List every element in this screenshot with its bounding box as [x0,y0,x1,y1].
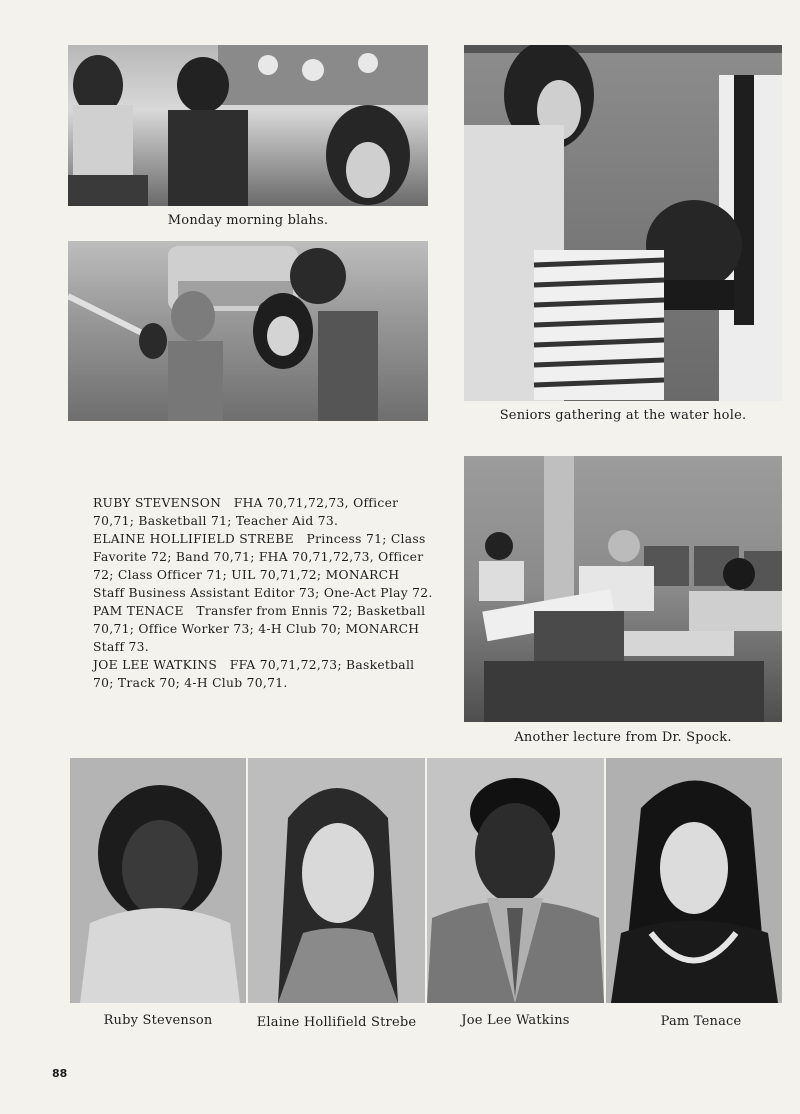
bio-name: ELAINE HOLLIFIELD STREBE [93,532,294,546]
photo-water-hole [464,45,782,401]
portrait-name: Pam Tenace [660,1014,742,1029]
bio-entry [93,602,433,656]
caption-monday-morning: Monday morning blahs. [167,213,329,228]
bio-details: FFA 70,71,72,73; Basketball 70; Track 70; 4-H Club 70,71. [93,658,415,690]
portrait-name: Joe Lee Watkins [461,1013,570,1028]
bio-name: RUBY STEVENSON [93,496,222,510]
portrait-joe-lee-watkins [427,758,604,1003]
caption-lecture: Another lecture from Dr. Spock. [514,730,732,745]
bio-entry [93,494,433,530]
page-number: 88 [52,1067,68,1080]
portrait-ruby-stevenson [70,758,246,1003]
caption-water-hole: Seniors gathering at the water hole. [499,408,747,423]
bio-details: Transfer from Ennis 72; Basketball 70,71; Office Worker 73; 4-H Club 70; MONARCH Staff 73. [93,604,426,654]
portrait-name: Elaine Hollifield Strebe [256,1015,417,1030]
senior-bios [93,494,433,692]
bio-name: JOE LEE WATKINS [93,658,218,672]
bio-details: Princess 71; Class Favorite 72; Band 70,71; FHA 70,71,72,73, Officer 72; Class Officer 71; UIL 70,71,72; MONARCH Staff Business Assistant Editor 73; One-Act Play 72. [93,532,433,600]
photo-lecture [464,456,782,722]
portrait-pam-tenace [606,758,782,1003]
photo-monday-morning [68,45,428,206]
bio-details: FHA 70,71,72,73, Officer 70,71; Basketball 71; Teacher Aid 73. [93,496,399,528]
bio-entry [93,656,433,692]
bio-name: PAM TENACE [93,604,184,618]
portrait-name: Ruby Stevenson [103,1013,213,1028]
photo-children-outdoors [68,241,428,421]
portrait-elaine-hollifield-strebe [248,758,425,1003]
bio-entry [93,530,433,602]
